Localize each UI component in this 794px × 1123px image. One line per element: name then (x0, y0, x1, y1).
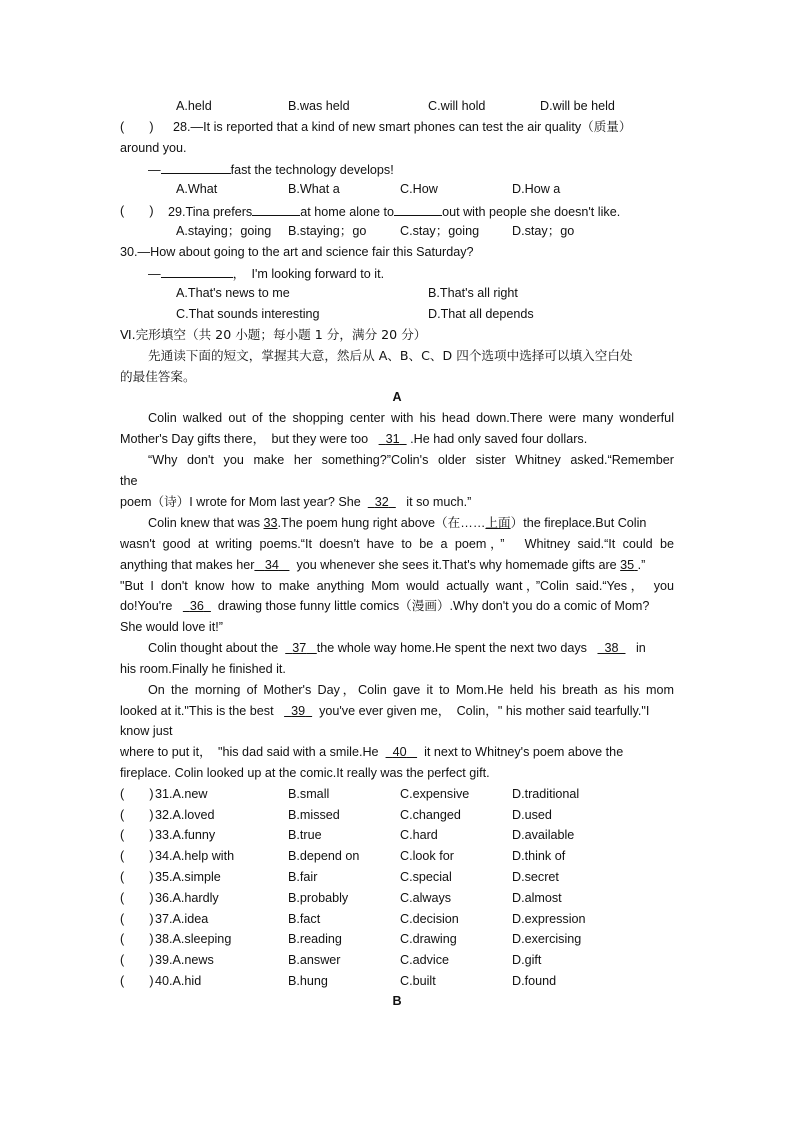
answer-paren: ( ) (120, 953, 154, 967)
passage-text: in (636, 641, 646, 655)
option-a: 37.A.idea (155, 912, 209, 926)
q29-option-d: D.stay；go (512, 224, 575, 238)
passage-text: ）the fireplace.But Colin (510, 516, 647, 530)
option-d: D.gift (512, 953, 542, 967)
answer-paren: ( ) (120, 808, 154, 822)
q28-reply (148, 161, 394, 178)
passage-text: poem（诗）I wrote for Mom last year? She (120, 495, 361, 509)
option-c: C.advice (400, 953, 449, 967)
q30-reply-dash: — (148, 267, 161, 281)
passage-line (148, 515, 646, 531)
passage-text: drawing those funny little comics（漫画）.Why don't you do a comic of Mom? (217, 599, 650, 613)
option-b: B.true (288, 828, 322, 842)
q28-reply-dash: — (148, 163, 161, 177)
q29-stem-part2: at home alone to (300, 205, 395, 219)
q28-option-a: A.What (176, 182, 218, 196)
q28-option-c: C.How (400, 182, 438, 196)
passage-text: you whenever she sees it.That's why homemade gifts are (296, 558, 617, 572)
blank-number: 36 (189, 599, 204, 613)
passage-text: it so much.” (406, 495, 472, 509)
passage-text: you've ever given me， Colin，" his mother said tearfully."I (319, 704, 650, 718)
section-6-instructions: 先通读下面的短文，掌握其大意，然后从 A、B、C、D 四个选项中选择可以填入空白处 (148, 348, 633, 363)
passage-line: "But I don't know how to make anything Mom would actually want，”Colin said.“Yes， you (120, 579, 674, 593)
passage-text: where to put it， "his dad said with a smile.He (120, 745, 379, 759)
q29-option-a: A.staying；going (176, 224, 272, 238)
answer-paren: ( ) (120, 891, 154, 905)
blank-number: 38 (604, 641, 619, 655)
passage-line (120, 494, 471, 510)
option-a: 35.A.simple (155, 870, 221, 884)
answer-paren: ( ) (120, 828, 154, 842)
passage-text: looked at it."This is the best (120, 704, 274, 718)
q27-option-c: C.will hold (428, 99, 486, 113)
option-c: C.always (400, 891, 452, 905)
option-a: 31.A.new (155, 787, 208, 801)
option-b: B.answer (288, 953, 341, 967)
answer-paren: ( ) (120, 849, 154, 863)
option-d: D.almost (512, 891, 562, 905)
blank-40 (386, 745, 418, 759)
option-c: C.hard (400, 828, 438, 842)
passage-text: .The poem hung right above（在…… (277, 516, 486, 530)
blank-39 (284, 704, 312, 718)
q30-reply-tail: ， I'm looking forward to it. (232, 267, 385, 281)
q30-blank (161, 265, 233, 278)
option-c: C.decision (400, 912, 459, 926)
blank-number: 40 (392, 745, 407, 759)
q30-option-d: D.That all depends (428, 307, 534, 321)
option-b: B.fair (288, 870, 318, 884)
option-c: C.drawing (400, 932, 457, 946)
blank-number: 35 (620, 558, 635, 572)
passage-text: .He had only saved four dollars. (410, 432, 588, 446)
passage-line (120, 703, 649, 719)
option-d: D.available (512, 828, 575, 842)
blank-31 (379, 432, 407, 446)
option-b: B.fact (288, 912, 321, 926)
passage-line (120, 744, 623, 760)
passage-line: his room.Finally he finished it. (120, 662, 286, 676)
q28-blank (161, 161, 231, 174)
passage-line: fireplace. Colin looked up at the comic.It really was the perfect gift. (120, 766, 490, 780)
answer-paren: ( ) (120, 870, 154, 884)
q28-option-d: D.How a (512, 182, 561, 196)
passage-text-underlined: 上面 (485, 516, 511, 530)
q30-option-c: C.That sounds interesting (176, 307, 320, 321)
passage-text: .” (637, 558, 646, 572)
blank-number: 32 (374, 495, 389, 509)
blank-38 (597, 641, 625, 655)
passage-line: On the morning of Mother's Day，Colin gave it to Mom.He held his breath as his mom (148, 683, 674, 697)
passage-text: anything that makes her (120, 558, 255, 572)
q28-option-b: B.What a (288, 182, 340, 196)
option-c: C.changed (400, 808, 461, 822)
blank-32 (368, 495, 396, 509)
passage-text: Mother's Day gifts there， but they were too (120, 432, 369, 446)
passage-line: wasn't good at writing poems.“It doesn't have to be a poem，” Whitney said.“It could be (120, 537, 674, 551)
passage-line: She would love it!” (120, 620, 223, 634)
blank-number: 39 (291, 704, 306, 718)
q30-reply (148, 265, 384, 282)
q28-stem: 28.—It is reported that a kind of new smart phones can test the air quality（质量） (173, 120, 632, 134)
passage-line: “Why don't you make her something?”Colin's older sister Whitney asked.“Remember (148, 453, 674, 467)
passage-line (148, 640, 646, 656)
q30-option-a: A.That's news to me (176, 286, 290, 300)
q29-answer-paren: ( ) (120, 204, 154, 218)
option-a: 40.A.hid (155, 974, 202, 988)
blank-37 (285, 641, 317, 655)
answer-paren: ( ) (120, 787, 154, 801)
passage-text: Colin thought about the (148, 641, 279, 655)
option-d: D.traditional (512, 787, 580, 801)
passage-line (120, 557, 645, 573)
option-b: B.reading (288, 932, 342, 946)
option-b: B.missed (288, 808, 340, 822)
q29-blank-2 (394, 203, 442, 216)
option-b: B.depend on (288, 849, 360, 863)
q29-stem-part1: 29.Tina prefers (168, 205, 253, 219)
part-a-heading: A (392, 390, 402, 404)
option-b: B.small (288, 787, 330, 801)
blank-35 (620, 558, 638, 572)
blank-number: 37 (292, 641, 307, 655)
option-d: D.exercising (512, 932, 582, 946)
q29-option-b: B.staying；go (288, 224, 367, 238)
section-6-title: Ⅵ.完形填空（共 20 小题；每小题 1 分，满分 20 分） (120, 327, 427, 342)
passage-line: know just (120, 724, 173, 738)
q27-option-a: A.held (176, 99, 212, 113)
blank-34 (254, 558, 289, 572)
option-d: D.used (512, 808, 552, 822)
blank-number: 31 (385, 432, 400, 446)
option-d: D.secret (512, 870, 559, 884)
blank-33: 33 (263, 516, 278, 530)
passage-line: Colin walked out of the shopping center with his head down.There were many wonderful (148, 411, 674, 425)
option-a: 32.A.loved (155, 808, 215, 822)
option-d: D.expression (512, 912, 586, 926)
passage-line (120, 598, 649, 614)
option-a: 39.A.news (155, 953, 214, 967)
option-a: 33.A.funny (155, 828, 216, 842)
passage-line: the (120, 474, 138, 488)
section-6-instructions-cont: 的最佳答案。 (120, 369, 196, 384)
q27-option-b: B.was held (288, 99, 350, 113)
q29-option-c: C.stay；going (400, 224, 480, 238)
q28-answer-paren: ( ) (120, 120, 154, 134)
q30-option-b: B.That's all right (428, 286, 518, 300)
option-c: C.special (400, 870, 452, 884)
blank-number: 34 (264, 558, 279, 572)
q29-stem (168, 203, 620, 220)
answer-paren: ( ) (120, 974, 154, 988)
option-c: C.expensive (400, 787, 470, 801)
q28-reply-tail: fast the technology develops! (230, 163, 394, 177)
passage-text: Colin knew that was (148, 516, 260, 530)
option-c: C.look for (400, 849, 454, 863)
q29-stem-part3: out with people she doesn't like. (442, 205, 621, 219)
q30-stem: 30.—How about going to the art and science fair this Saturday? (120, 245, 474, 259)
passage-text: do!You're (120, 599, 173, 613)
answer-paren: ( ) (120, 932, 154, 946)
part-b-heading: B (392, 994, 402, 1008)
passage-text: it next to Whitney's poem above the (424, 745, 624, 759)
q28-stem-cont: around you. (120, 141, 187, 155)
blank-36 (183, 599, 211, 613)
option-a: 36.A.hardly (155, 891, 219, 905)
q27-option-d: D.will be held (540, 99, 615, 113)
option-b: B.probably (288, 891, 349, 905)
q29-blank-1 (252, 203, 300, 216)
option-d: D.think of (512, 849, 566, 863)
option-b: B.hung (288, 974, 328, 988)
option-d: D.found (512, 974, 557, 988)
option-c: C.built (400, 974, 436, 988)
passage-line (120, 431, 587, 447)
passage-text: the whole way home.He spent the next two days (316, 641, 587, 655)
option-a: 34.A.help with (155, 849, 235, 863)
option-a: 38.A.sleeping (155, 932, 232, 946)
answer-paren: ( ) (120, 912, 154, 926)
